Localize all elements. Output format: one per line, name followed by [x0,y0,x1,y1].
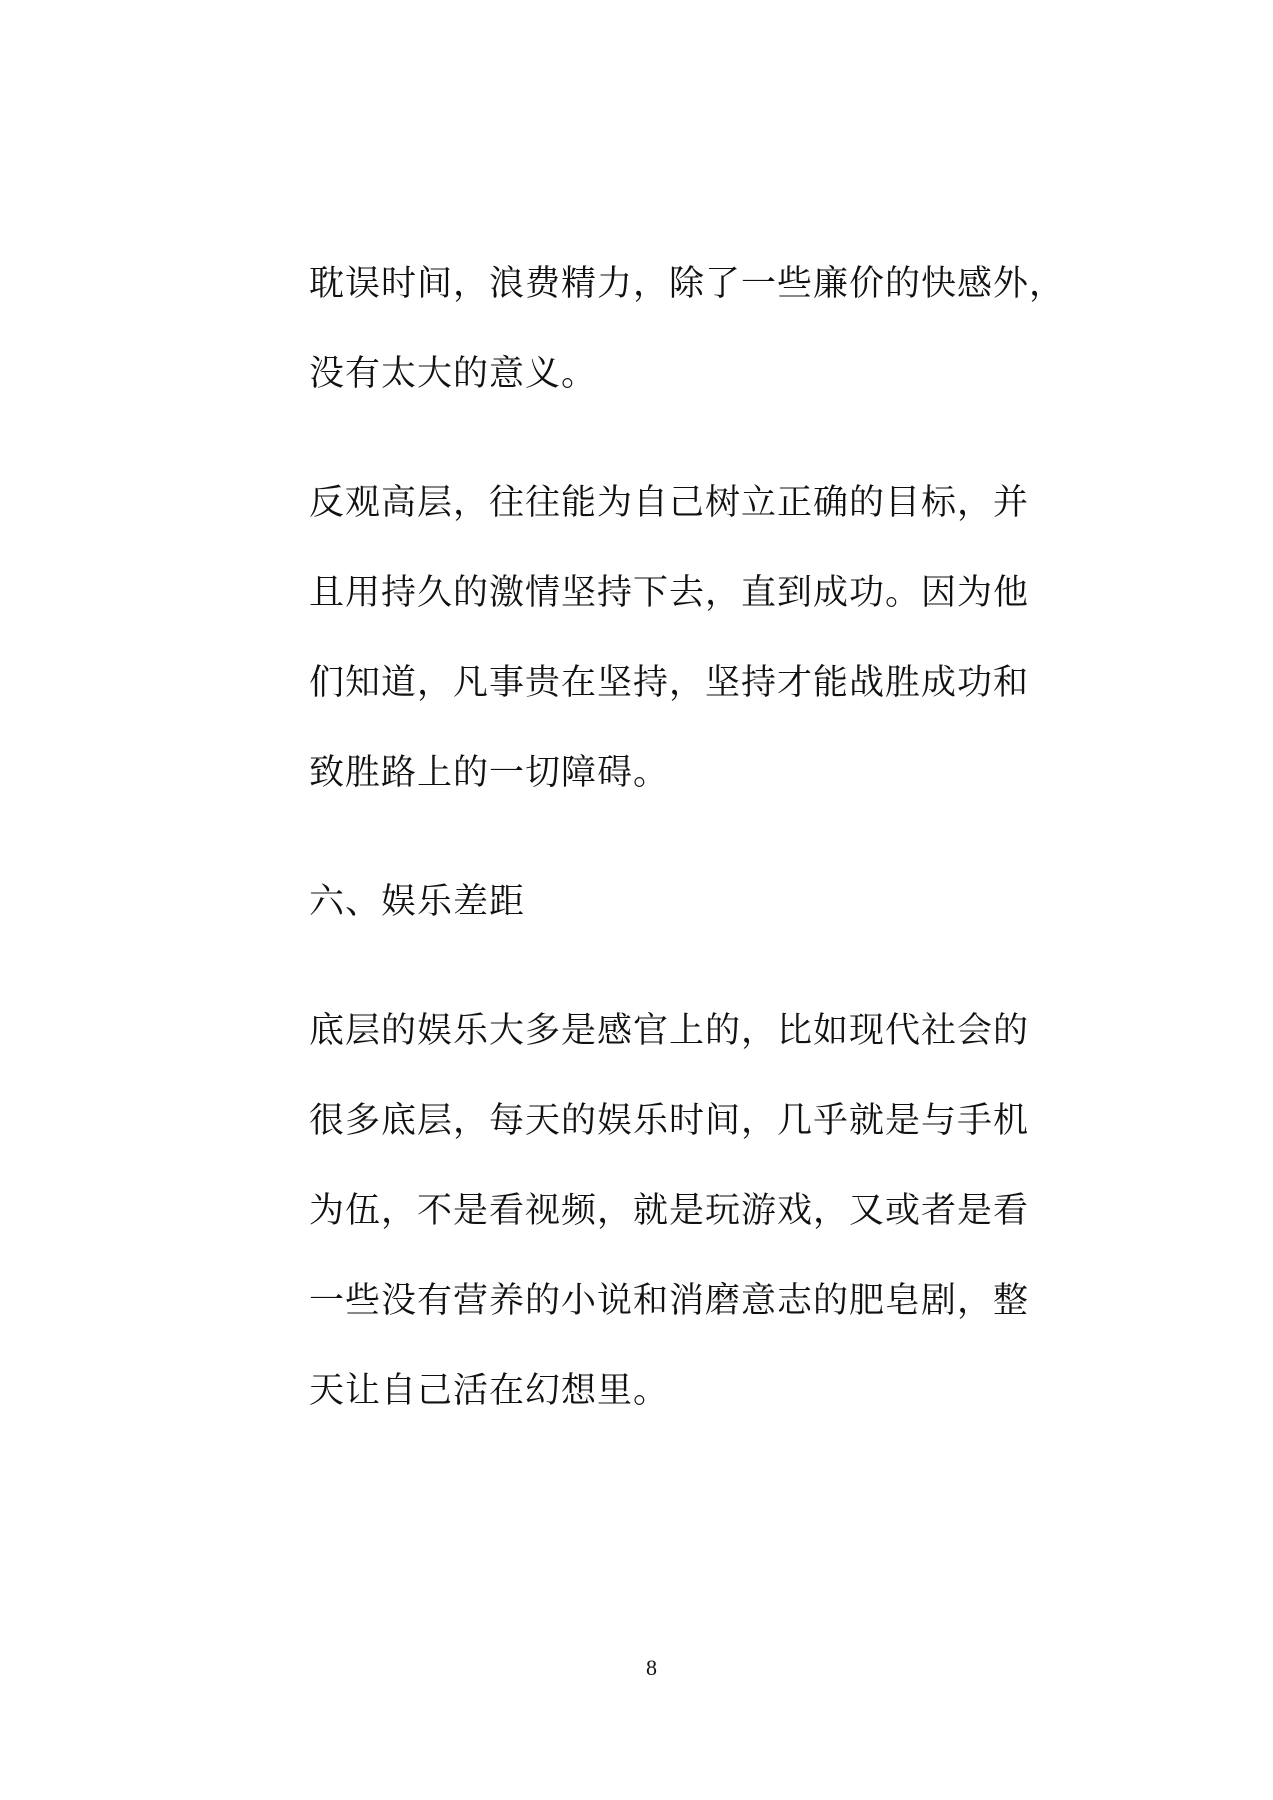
paragraph-2-line-4: 致胜路上的一切障碍。 [309,753,670,793]
page-number: 8 [646,1655,657,1680]
paragraph-2-line-2: 且用持久的激情坚持下去，直到成功。因为他 [309,573,1030,613]
paragraph-2-line-3: 们知道，凡事贵在坚持，坚持才能战胜成功和 [309,663,1030,703]
paragraph-3-line-4: 一些没有营养的小说和消磨意志的肥皂剧，整 [309,1281,1030,1321]
paragraph-3-line-1: 底层的娱乐大多是感官上的，比如现代社会的 [309,1011,1030,1051]
paragraph-3-line-2: 很多底层，每天的娱乐时间，几乎就是与手机 [309,1101,1030,1141]
paragraph-3-line-5: 天让自己活在幻想里。 [309,1371,670,1411]
paragraph-1-line-2: 没有太大的意义。 [309,354,598,394]
section-heading: 六、娱乐差距 [309,882,526,922]
paragraph-1-line-1: 耽误时间，浪费精力，除了一些廉价的快感外， [309,264,1066,304]
paragraph-3-line-3: 为伍，不是看视频，就是玩游戏，又或者是看 [309,1191,1030,1231]
paragraph-2-line-1: 反观高层，往往能为自己树立正确的目标，并 [309,483,1030,523]
